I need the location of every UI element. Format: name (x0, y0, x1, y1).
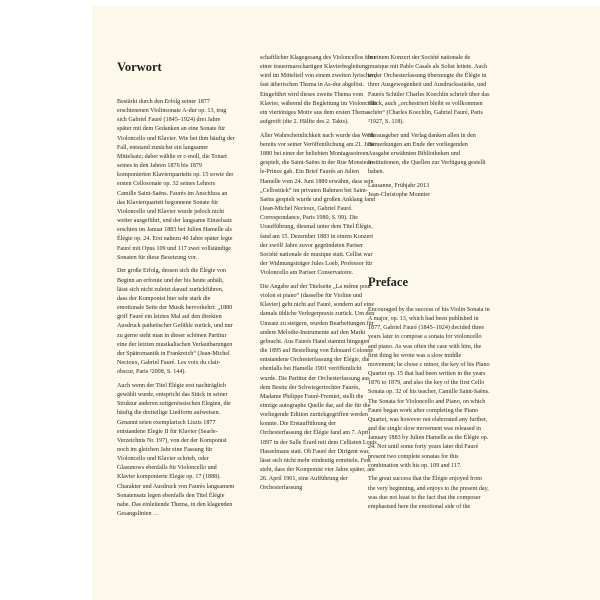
signature-place-date: Lausanne, Frühjahr 2013 (368, 183, 430, 190)
document-page (92, 6, 600, 600)
paragraph: Herausgeber und Verlag danken allen in den Bemerkungen am Ende der vorliegenden Ausgabe erwähnten Bibliotheken und Institutionen, die Quellen zur Verfügung gestellt haben. (368, 132, 486, 176)
paragraph: Encouraged by the success of his Violin Sonata in A major, op. 13, which had been published in 1877, Gabriel Fauré (1845–1924) decided three years later to compose a sonata for violoncello and piano. As was often the case with him, the first thing he wrote was a slow middle movement; he chose c minor, the key of his Piano Quartet op. 15 that had been written in the years 1876 to 1879, and also the key of the first Cello Sonata op. 32 of his teacher, Camille Saint-Saëns. The Sonata for Violoncello and Piano, on which Fauré began work after completing the Piano Quartet, was however not elaborated any further, and the single slow movement was released in January 1883 by Julien Hamelle as the Élégie op. 24. Not until some forty years later did Fauré present two complete sonatas for this combination with his op. 109 and 117. (368, 307, 490, 469)
heading-preface: Preface (368, 275, 409, 289)
paragraph: in einem Konzert der Société nationale de musique mit Pablo Casals als Solist leitete. Auch in der Orchesterfassung überzeugte die Élégie in ihrer Ausgewogenheit und Ausdrucksstärke, und Faurés Schüler Charles Koechlin schrieb über das Stück, auch „orchestriert bleibt es vollkommen schön“ (Charles Koechlin, Gabriel Fauré, Paris ²1927, S. 118). (368, 55, 490, 126)
column-3-english (368, 306, 490, 517)
heading-vorwort: Vorwort (117, 60, 162, 74)
column-3-german (368, 54, 490, 205)
column-1 (117, 98, 235, 524)
paragraph: Bestärkt durch den Erfolg seiner 1877 erschienenen Violinsonate A-dur op. 13, trug sich Gabriel Fauré (1845–1924) drei Jahre später mit dem Gedanken an eine Sonate für Violoncello und Klavier. Wie bei ihm häufig der Fall, entstand zunächst ein langsamer Mittelsatz; dabei wählte er c-moll, die Tonart seines in den Jahren 1876 bis 1879 komponierten Klavierquartetts op. 15 sowie der ersten Cellosonate op. 32 seines Lehrers Camille Saint-Saëns. Faurés im Anschluss an das Klavierquartett begonnene Sonate für Violoncello und Klavier wurde jedoch nicht weiter ausgeführt, und der langsame Einzelsatz erschien im Januar 1883 bei Julien Hamelle als Élégie op. 24. Erst nahezu 40 Jahre später legte Fauré mit Opus 109 und 117 zwei vollständige Sonaten für diese Besetzung vor. (117, 99, 235, 261)
paragraph: Aller Wahrscheinlichkeit nach wurde das Werk bereits vor seiner Veröffentlichung am 21. Juni 1880 bei einer der beliebten Montagssoireen gespielt, die Saint-Saëns in der Rue Monsieur-le-Prince gab. Ein Brief Faurés an Julien Hamelle vom 24. Juni 1880 erwähnt, dass sein „Cellostück“ im privaten Rahmen bei Saint-Saëns gespielt wurde und großen Anklang fand (Jean-Michel Nectoux, Gabriel Fauré. Correspondance, Paris 1980, S. 99). Die Uraufführung, diesmal unter dem Titel Élégie, fand am 15. Dezember 1883 in einem Konzert der zwölf Jahre zuvor gegründeten Pariser Société nationale de musique statt. Cellist war der Widmungsträger Jules Loeb, Professor für Violoncello am Pariser Conservatoire. (260, 132, 376, 277)
paragraph: Auch wenn der Titel Élégie erst nachträglich gewählt wurde, entspricht das Stück in seiner Struktur anderen zeitgenössischen Elegien, die häufig die dreiteilige Liedform aufweisen. Genannt seien exemplarisch Liszts 1877 entstandene Elegie II für Klavier (Searle-Verzeichnis Nr. 197), von der der Komponist noch im gleichen Jahr eine Fassung für Violoncello und Klavier schrieb, oder Glasunows ebenfalls für Violoncello und Klavier komponierte Elegie op. 17 (1888). Charakter und Ausdruck von Faurés langsamem Sonatensatz legen ebenfalls den Titel Élégie nahe. Das einleitende Thema, in den klagenden Gesangslinien … (117, 382, 235, 518)
paragraph: schaftlicher Klagegesang des Violoncellos über einer trauermarschartigen Klavierbegleitung, wird im Mittelteil von einem zweiten lyrischen, fast ätherischen Thema in As-dur abgelöst. Eingeführt wird dieses zweite Thema vom Klavier, während die Begleitung im Violoncello ein viertöniges Motiv aus dem ersten Thema aufgreift (die 2. Hälfte des 2. Takts). (260, 55, 378, 126)
column-2 (260, 54, 378, 498)
signature-author: Jean-Christophe Monnier (368, 192, 431, 199)
paragraph: The great success that the Élégie enjoyed from the very beginning, and enjoys to the present day, was due not least to the fact that the composer emphasised here the emotional side of the (368, 476, 489, 510)
paragraph: Die Angabe auf der Titelseite „La même pour violon et piano“ (dasselbe für Violine und Klavier) geht nicht auf Fauré, sondern auf eine damals übliche Verlegerpraxis zurück. Um den Umsatz zu steigern, wurden Bearbeitungen für andere Melodie-Instrumente auf den Markt gebracht. Aus Faurés Hand stammt hingegen die 1895 auf Bestellung von Édouard Colonne entstandene Orchesterfassung der Élégie, die ebenfalls bei Hamelle 1901 veröffentlicht wurde. Die Partitur der Orchesterfassung aus dem Besitz der Schwiegertochter Faurés, Madame Philippe Fauré-Fremiet, stellt die einzige autographe Quelle dar, auf die für die vorliegende Edition zurückgegriffen werden konnte. Die Erstaufführung der Orchesterfassung der Élégie fand am 7. April 1897 in der Salle Érard mit dem Cellisten Louis Hasselmans statt. Ob Fauré der Dirigent war, lässt sich nicht mehr eindeutig ermitteln. Fest steht, dass der Komponist vier Jahre später, am 26. April 1901, eine Aufführung der Orchesterfassung (260, 283, 377, 492)
paragraph: Der große Erfolg, dessen sich die Élégie von Beginn an erfreute und der bis heute anhält, lässt sich nicht zuletzt darauf zurückführen, dass der Komponist hier sehr stark die emotionale Seite der Musik hervorkehrt: „1880 griff Fauré ein letztes Mal auf den direkten Ausdruck pathetischer Gefühle zurück, und nur zu gerne sieht man in dieser schönen Partitur eine der letzten musikalischen Verlautbarungen der Spätromantik in Frankreich“ (Jean-Michel Nectoux, Gabriel Fauré. Les voix du clair-obscur, Paris ²2008, S. 144). (117, 268, 233, 376)
